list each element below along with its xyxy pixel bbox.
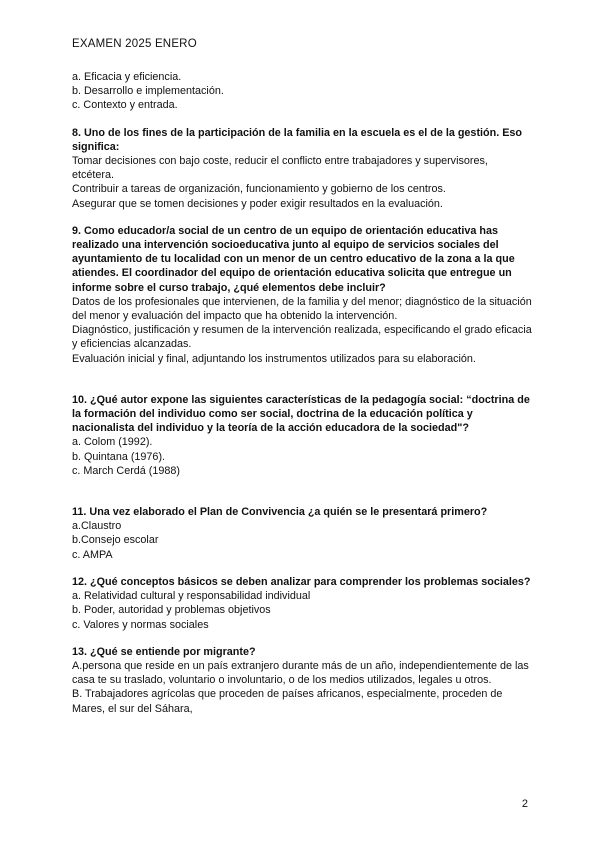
question-text: 8. Uno de los fines de la participación de la familia en la escuela es el de la gestión. Eso significa: xyxy=(72,126,523,153)
question-text: 10. ¿Qué autor expone las siguientes características de la pedagogía social: “doctrina de la formación del individuo como ser social, doctrina de la educación política y nacionalista del individuo y la teoría de la acción educadora de la sociedad"? xyxy=(72,393,530,435)
option-a: a. Colom (1992). xyxy=(72,436,153,449)
page-number: 2 xyxy=(521,798,528,810)
page-header: EXAMEN 2025 ENERO xyxy=(72,38,197,50)
exam-content xyxy=(72,70,532,716)
question-text: 13. ¿Qué se entiende por migrante? xyxy=(72,645,256,658)
option-c: c. AMPA xyxy=(72,548,113,561)
option-c: c. Contexto y entrada. xyxy=(72,99,178,112)
option-a: a. Relatividad cultural y responsabilidad individual xyxy=(72,590,311,603)
question-10 xyxy=(72,393,532,478)
option-2: Diagnóstico, justificación y resumen de la intervención realizada, especificando el grado eficacia y eficiencias alcanzadas. xyxy=(72,324,532,351)
option-1: Datos de los profesionales que intervienen, de la familia y del menor; diagnóstico de la situación del menor y evaluación del impacto que ha obtenido la intervención. xyxy=(72,295,532,323)
option-a: A.persona que reside en un país extranjero durante más de un año, independientemente de las casa te su traslado, voluntario o involuntario, o de los medios utilizados, legales u otros. xyxy=(72,659,529,687)
question-13 xyxy=(72,645,532,716)
option-b: b. Quintana (1976). xyxy=(72,450,166,463)
question-12 xyxy=(72,575,532,632)
option-list xyxy=(72,70,532,113)
option-2: Contribuir a tareas de organización, funcionamiento y gobierno de los centros. xyxy=(72,183,446,196)
option-b: b. Desarrollo e implementación. xyxy=(72,85,224,98)
question-11 xyxy=(72,505,532,562)
option-1: Tomar decisiones con bajo coste, reducir el conflicto entre trabajadores y supervisores, etcétera. xyxy=(72,155,488,182)
option-b: b. Poder, autoridad y problemas objetivos xyxy=(72,604,271,617)
option-3: Asegurar que se tomen decisiones y poder exigir resultados en la evaluación. xyxy=(72,197,443,210)
option-c: c. March Cerdá (1988) xyxy=(72,464,181,477)
option-b: B. Trabajadores agrícolas que proceden de países africanos, especialmente, proceden de Mares, el sur del Sáhara, xyxy=(72,688,503,715)
option-a: a. Eficacia y eficiencia. xyxy=(72,71,182,83)
question-8 xyxy=(72,126,532,211)
question-text: 12. ¿Qué conceptos básicos se deben analizar para comprender los problemas sociales? xyxy=(72,575,531,588)
question-text: 11. Una vez elaborado el Plan de Convivencia ¿a quién se le presentará primero? xyxy=(72,506,488,519)
option-c: c. Valores y normas sociales xyxy=(72,618,209,631)
option-a: a.Claustro xyxy=(72,520,122,533)
option-b: b.Consejo escolar xyxy=(72,534,159,547)
option-3: Evaluación inicial y final, adjuntando los instrumentos utilizados para su elaboración. xyxy=(72,352,476,365)
question-9 xyxy=(72,224,532,366)
question-text: 9. Como educador/a social de un centro de un equipo de orientación educativa has realizado una intervención socioeducativa junto al equipo de servicios sociales del ayuntamiento de tu localidad con un menor de un centro educativo de la zona a la que atiendes. El coordinador del equipo de orientación educativa solicita que entregue un informe sobre el curso trabajo, ¿qué elementos debe incluir? xyxy=(72,224,515,294)
